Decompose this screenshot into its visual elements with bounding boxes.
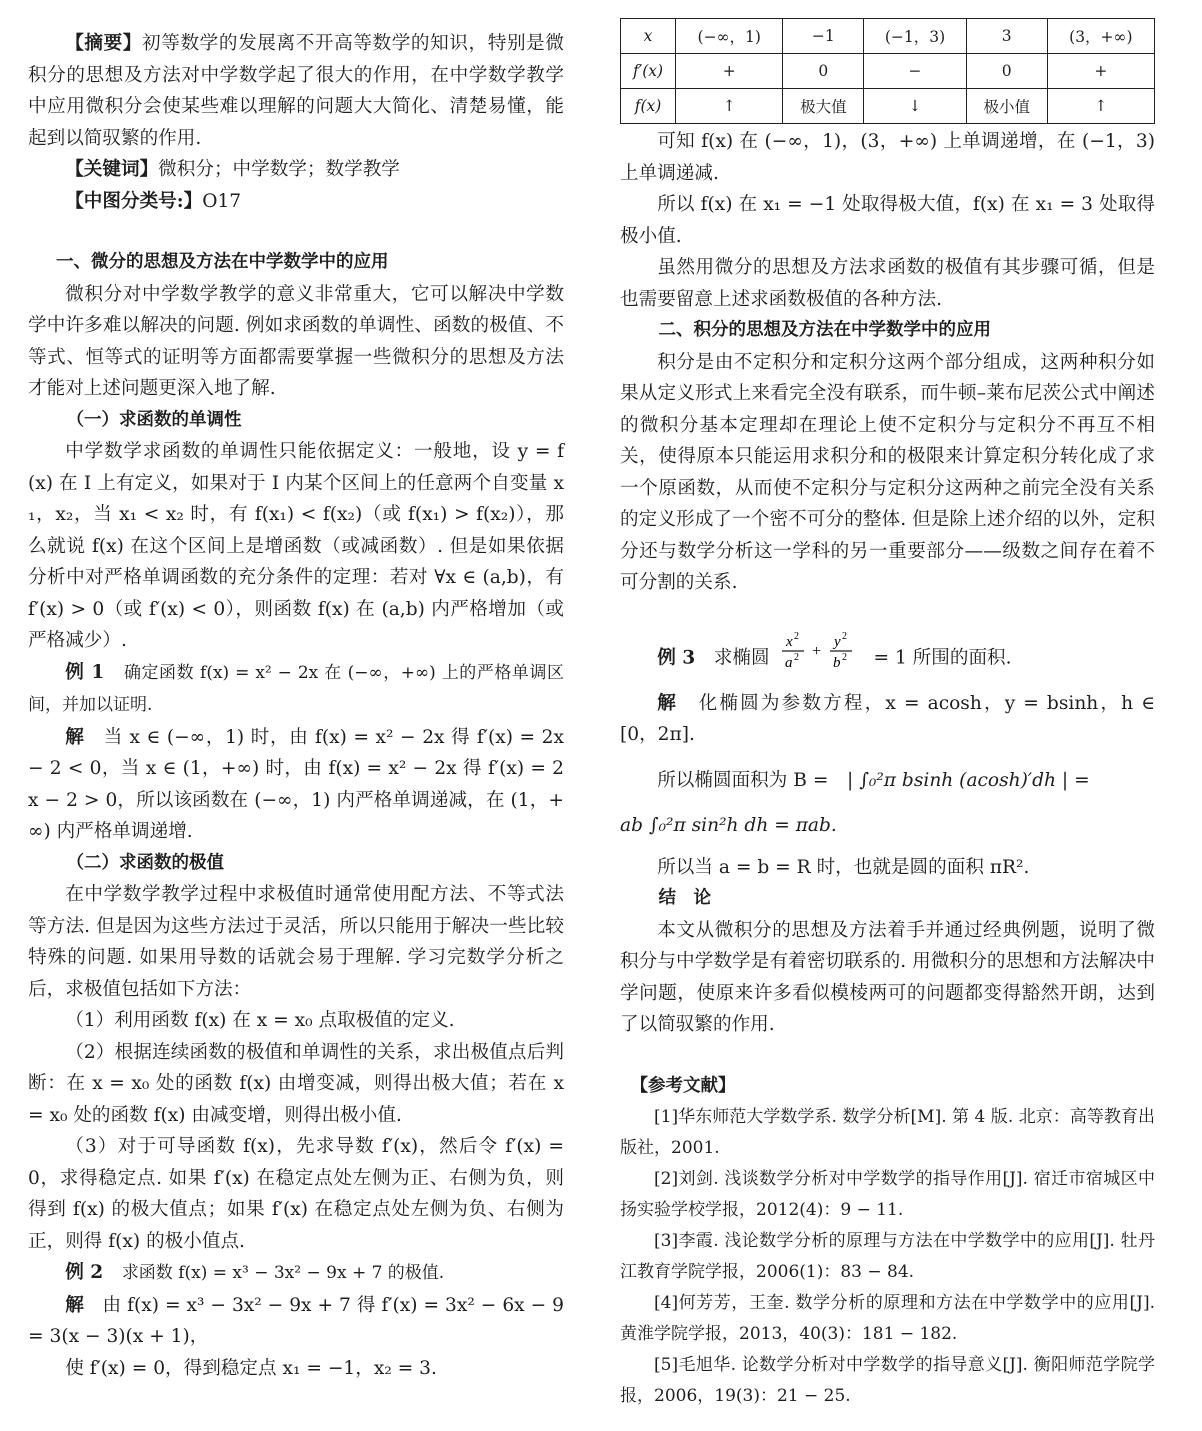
- svg-text:y: y: [833, 633, 841, 650]
- table-cell: 0: [783, 54, 864, 89]
- solution-2-continued: 使 f′(x) = 0，得到稳定点 x₁ = −1，x₂ = 3.: [65, 1357, 437, 1379]
- sign-table: [620, 18, 1155, 124]
- table-cell: 0: [966, 54, 1047, 89]
- table-cell: +: [1047, 54, 1154, 89]
- reference-item: [3]李霞. 浅论数学分析的原理与方法在中学数学中的应用[J]. 牡丹江教育学院学报，2006(1)：83 − 84.: [620, 1231, 1155, 1282]
- abstract-label: 【摘要】: [65, 33, 143, 54]
- table-cell: f(x): [621, 89, 676, 124]
- example-1-text: 确定函数 f(x) = x² − 2x 在 (−∞，+∞) 上的严格单调区间，并加以证明.: [28, 662, 564, 715]
- svg-text:x: x: [785, 633, 793, 650]
- table-cell: −: [864, 54, 967, 89]
- subsection-1-paragraph: 中学数学求函数的单调性只能依据定义：一般地，设 y = f(x) 在 I 上有定义，如果对于 I 内某个区间上的任意两个自变量 x₁，x₂，当 x₁ < x₂ 时，有 f(x₁) < f(x₂)（或 f(x₁) > f(x₂)），那么就说 f(x) 在这个区间上是增函数（或减函数）. 但是如果依据分析中对严格单调函数的充分条件的定理：若对 ∀x ∈ (a,b)，有 f′(x) > 0（或 f′(x) < 0），则函数 f(x) 在 (a,b) 内严格增加（或严格减少）.: [28, 441, 564, 651]
- references-title: 【参考文献】: [630, 1075, 736, 1096]
- circle-area: 所以当 a = b = R 时，也就是圆的面积 πR².: [657, 856, 1030, 878]
- table-cell: (−∞，1): [676, 19, 783, 54]
- solution-3-text: 化椭圆为参数方程，x = acosh，y = bsinh，h ∈ [0，2π].: [620, 692, 1155, 745]
- example-2-label: 例 2: [65, 1262, 104, 1283]
- table-cell: x: [621, 19, 676, 54]
- keywords-label: 【关键词】: [65, 159, 159, 180]
- reference-item: [4]何芳芳，王奎. 数学分析的原理和方法在中学数学中的应用[J]. 黄淮学院学报，2013，40(3)：181 − 182.: [620, 1293, 1155, 1344]
- subsection-2-title: （二）求函数的极值: [66, 852, 224, 873]
- svg-text:2: 2: [793, 630, 799, 642]
- example-1: [28, 657, 564, 722]
- solution-2-label: 解: [65, 1294, 84, 1316]
- solution-3-label: 解: [657, 692, 678, 714]
- section-2-paragraph: 积分是由不定积分和定积分这两个部分组成，这两种积分如果从定义形式上来看完全没有联系，而牛顿–莱布尼茨公式中阐述的微积分基本定理却在理论上使不定积分与定积分不再互不相关，使得原本只能运用求积分和的极限来计算定积分转化成了求一个原函数，从而使不定积分与定积分这两种之前完全没有关系的定义形成了一个密不可分的整体. 但是除上述介绍的以外，定积分还与数学分析这一学科的另一重要部分——级数之间存在着不可分割的关系.: [620, 351, 1155, 593]
- table-cell: 极大值: [783, 89, 864, 124]
- ellipse-fraction-graphic: [776, 629, 868, 673]
- svg-text:2: 2: [841, 651, 847, 663]
- reference-item: [5]毛旭华. 论数学分析对中学数学的指导意义[J]. 衡阳师范学院学报，2006，19(3)：21 − 25.: [620, 1355, 1155, 1406]
- reference-item: [2]刘剑. 浅谈数学分析对中学数学的指导作用[J]. 宿迁市宿城区中扬实验学校学报，2012(4)：9 − 11.: [620, 1169, 1155, 1220]
- solution-2: [28, 1290, 564, 1353]
- svg-text:2: 2: [841, 630, 847, 642]
- example-3-text-before: 求椭圆: [713, 647, 770, 668]
- table-row: [621, 19, 1155, 54]
- area-result: ab ∫₀²π sin²h dh = πab.: [620, 815, 837, 836]
- abstract-text: 初等数学的发展离不开高等数学的知识，特别是微积分的思想及方法对中学数学起了很大的作用，在中学数学教学中应用微积分会使某些难以理解的问题大大简化、清楚易懂，能起到以简驭繁的作用.: [28, 33, 564, 149]
- table-row: [621, 54, 1155, 89]
- table-row: [621, 89, 1155, 124]
- section-2-title: 二、积分的思想及方法在中学数学中的应用: [658, 320, 991, 340]
- right-column: [620, 28, 1155, 1412]
- svg-text:b: b: [832, 654, 841, 671]
- area-formula: [620, 765, 1155, 797]
- svg-text:+: +: [811, 642, 821, 660]
- section-1-title: 一、微分的思想及方法在中学数学中的应用: [56, 252, 389, 272]
- solution-1-label: 解: [65, 726, 85, 748]
- keywords: [28, 154, 564, 186]
- method-3: （3）对于可导函数 f(x)，先求导数 f′(x)，然后令 f′(x) = 0，求得稳定点. 如果 f′(x) 在稳定点处左侧为正、右侧为负，则得到 f(x) 的极大值点；如果 f′(x) 在稳定点处左侧为负、右侧为正，则得 f(x) 的极小值点.: [28, 1136, 564, 1252]
- conclusion-text: 本文从微积分的思想及方法着手并通过经典例题，说明了微积分与中学数学是有着密切联系的. 用微积分的思想和方法解决中学问题，使原来许多看似模棱两可的问题都变得豁然开朗，达到了以简驭繁的作用.: [620, 919, 1155, 1035]
- monotonic-result: 可知 f(x) 在 (−∞，1)，(3，+∞) 上单调递增，在 (−1，3) 上单调递减.: [620, 131, 1155, 184]
- table-cell: ↑: [676, 89, 783, 124]
- table-cell: (−1，3): [864, 19, 967, 54]
- svg-text:a: a: [784, 654, 793, 671]
- extrema-result: 所以 f(x) 在 x₁ = −1 处取得极大值，f(x) 在 x₁ = 3 处取得极小值.: [620, 194, 1155, 247]
- abstract: [28, 28, 564, 154]
- reference-item: [1]华东师范大学数学系. 数学分析[M]. 第 4 版. 北京：高等教育出版社，2001.: [620, 1107, 1155, 1158]
- left-column: [28, 28, 564, 1384]
- table-cell: ↓: [864, 89, 967, 124]
- svg-text:2: 2: [793, 651, 799, 663]
- table-cell: f′(x): [621, 54, 676, 89]
- solution-1: [28, 722, 564, 848]
- table-cell: +: [676, 54, 783, 89]
- area-expression: | ∫₀²π bsinh (acosh)′dh | =: [847, 769, 1090, 791]
- solution-2-text: 由 f(x) = x³ − 3x² − 9x + 7 得 f′(x) = 3x² − 6x − 9 = 3(x − 3)(x + 1)，: [28, 1294, 564, 1347]
- table-cell: 3: [966, 19, 1047, 54]
- table-cell: ↑: [1047, 89, 1154, 124]
- example-2: [28, 1257, 564, 1290]
- table-cell: −1: [783, 19, 864, 54]
- area-prefix: 所以椭圆面积为 B =: [657, 769, 829, 791]
- example-2-text: 求函数 f(x) = x³ − 3x² − 9x + 7 的极值.: [121, 1263, 445, 1283]
- method-1: （1）利用函数 f(x) 在 x = x₀ 点取极值的定义.: [65, 1010, 455, 1031]
- clc-number: [28, 186, 564, 218]
- ellipse-equation: [776, 629, 868, 688]
- method-note: 虽然用微分的思想及方法求函数的极值有其步骤可循，但是也需要留意上述求函数极值的各种方法.: [620, 257, 1155, 310]
- subsection-1-title: （一）求函数的单调性: [66, 409, 242, 430]
- clc-label: 【中图分类号:】: [65, 190, 203, 212]
- clc-text: O17: [202, 190, 242, 212]
- subsection-2-paragraph: 在中学数学教学过程中求极值时通常使用配方法、不等式法等方法. 但是因为这些方法过于灵活，所以只能用于解决一些比较特殊的问题. 如果用导数的话就会易于理解. 学习完数学分析之后，求极值包括如下方法：: [28, 884, 564, 1000]
- table-cell: 极小值: [966, 89, 1047, 124]
- conclusion-title: 结 论: [658, 888, 711, 908]
- example-3: [620, 629, 1155, 688]
- solution-3: [620, 688, 1155, 751]
- section-1-intro: 微积分对中学数学教学的意义非常重大，它可以解决中学数学中许多难以解决的问题. 例如求函数的单调性、函数的极值、不等式、恒等式的证明等方面都需要掌握一些微积分的思想及方法才能对上述问题更深入地了解.: [28, 283, 564, 399]
- solution-1-text: 当 x ∈ (−∞，1) 时，由 f(x) = x² − 2x 得 f′(x) = 2x − 2 < 0，当 x ∈ (1，+∞) 时，由 f(x) = x² − 2x 得 f′(x) = 2x − 2 > 0，所以该函数在 (−∞，1) 内严格单调递减，在 (1，+∞) 内严格单调递增.: [28, 726, 564, 842]
- table-cell: (3，+∞): [1047, 19, 1154, 54]
- example-3-label: 例 3: [657, 647, 696, 668]
- method-2: （2）根据连续函数的极值和单调性的关系，求出极值点后判断：在 x = x₀ 处的函数 f(x) 由增变减，则得出极大值；若在 x = x₀ 处的函数 f(x) 由减变增，则得出极小值.: [28, 1041, 564, 1126]
- keywords-text: 微积分；中学数学；数学教学: [158, 159, 400, 180]
- example-3-text-after: = 1 所围的面积.: [873, 647, 1012, 668]
- example-1-label: 例 1: [65, 661, 105, 683]
